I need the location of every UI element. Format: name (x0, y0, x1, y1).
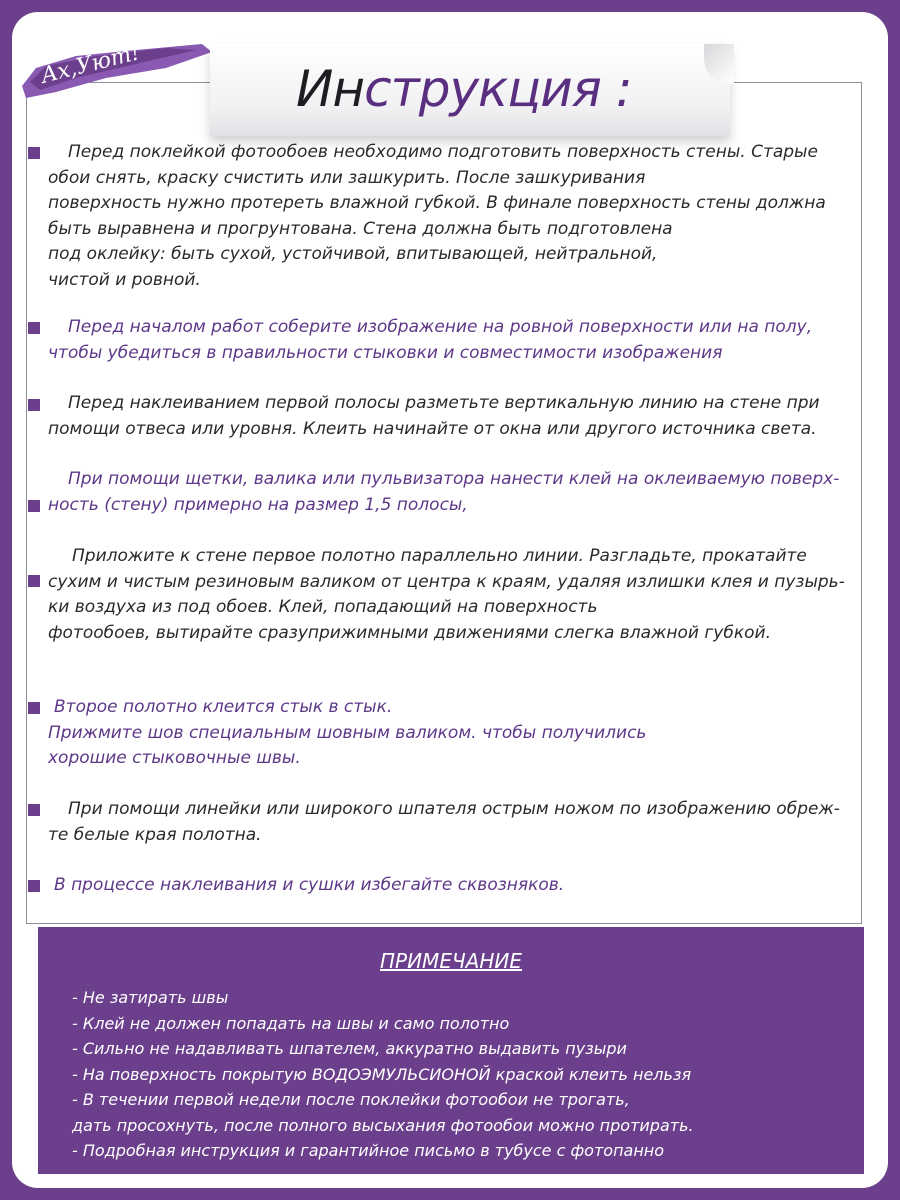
instruction-paragraph-4: При помощи щетки, валика или пульвизатора нанести клей на оклеиваемую поверх- ность (стену) примерно на размер 1,5 полосы, (48, 469, 840, 515)
instruction-paragraph-5: Приложите к стене первое полотно параллельно линии. Разгладьте, прокатайте сухим и чистым резиновым валиком от центра к краям, удаляя излишки клея и пузырь- ки воздуха из под обоев. Клей, попадающий на поверхность фотообоев, вытирайте сразуприжимными движениями слегка влажной губкой. (48, 546, 845, 643)
title-part-1: Ин (296, 60, 365, 118)
bullet-icon (28, 322, 40, 334)
bullet-icon (28, 147, 40, 159)
title-banner (210, 44, 730, 136)
instruction-paragraph-3: Перед наклеиванием первой полосы разметьте вертикальную линию на стене при помощи отвеса или уровня. Клеить начинайте от окна или другого источника света. (48, 393, 820, 439)
instruction-paragraph-6: Второе полотно клеится стык в стык. Прижмите шов специальным шовным валиком. чтобы получились хорошие стыковочные швы. (48, 697, 647, 768)
title-part-2: струкция : (364, 60, 632, 118)
instruction-page (12, 12, 888, 1188)
bullet-icon (28, 702, 40, 714)
instruction-paragraph-1: Перед поклейкой фотообоев необходимо подготовить поверхность стены. Старые обои снять, краску счистить или зашкурить. После зашкуривания поверхность нужно протереть влажной губкой. В финале поверхность стены должна быть выравнена и прогрунтована. Стена должна быть подготовлена под оклейку: быть сухой, устойчивой, впитывающей, нейтральной, чистой и ровной. (48, 142, 826, 290)
instruction-paragraph-7: При помощи линейки или широкого шпателя острым ножом по изображению обреж- те белые края полотна. (48, 799, 840, 845)
brand-logo (16, 42, 216, 102)
bullet-icon (28, 804, 40, 816)
note-title: ПРИМЕЧАНИЕ (380, 949, 522, 973)
banner-curl (704, 44, 734, 84)
bullet-icon (28, 500, 40, 512)
brand-name: Ах,Уют! (38, 40, 143, 89)
note-list: - Не затирать швы - Клей не должен попадать на швы и само полотно - Сильно не надавливать шпателем, аккуратно выдавить пузыри - На поверхность покрытую ВОДОЭМУЛЬСИОНОЙ краской клеить нельзя - В течении первой недели после поклейки фотообои не трогать, дать просохнуть, после полного высыхания фотообои можно протирать. - Подробная инструкция и гарантийное письмо в тубусе с фотопанно (72, 988, 694, 1160)
instruction-paragraph-8: В процессе наклеивания и сушки избегайте сквозняков. (54, 875, 565, 895)
bullet-icon (28, 880, 40, 892)
bullet-icon (28, 399, 40, 411)
instruction-paragraph-2: Перед началом работ соберите изображение на ровной поверхности или на полу, чтобы убедиться в правильности стыковки и совместимости изображения (48, 317, 813, 363)
page-title (296, 60, 632, 118)
note-panel (38, 927, 864, 1174)
bullet-icon (28, 575, 40, 587)
